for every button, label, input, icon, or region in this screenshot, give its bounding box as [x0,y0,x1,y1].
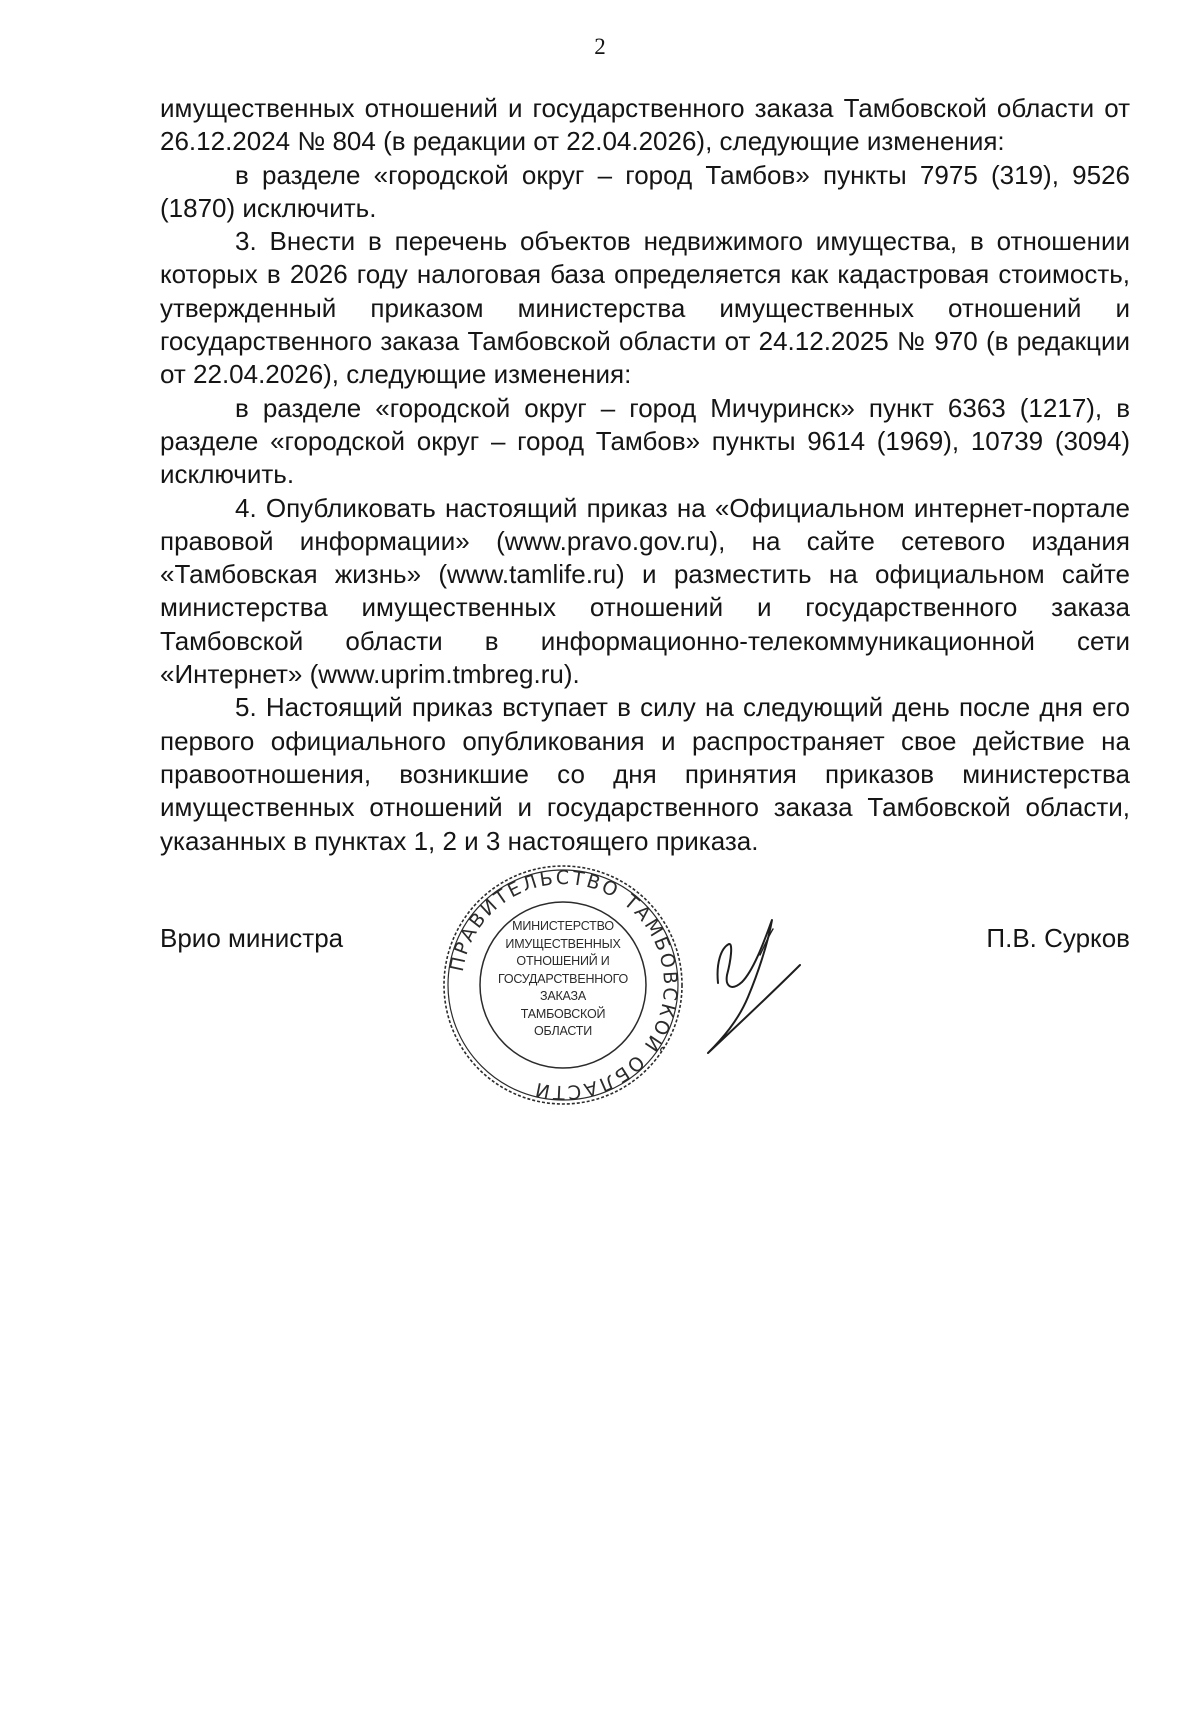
paragraph-item-3: 3. Внести в перечень объектов недвижимого имущества, в отношении которых в 2026 году налоговая база определяется как кадастровая стоимость, утвержденный приказом министерства имущественных отношений и государственного заказа Тамбовской области от 24.12.2025 № 970 (в редакции от 22.04.2026), следующие изменения: [160,226,1130,390]
signatory-position: Врио министра [160,923,344,953]
seal-inner-line: ГОСУДАРСТВЕННОГО [497,971,629,986]
seal-outer-text: ПРАВИТЕЛЬСТВО ТАМБОВСКОЙ ОБЛАСТИ [445,866,682,1104]
seal-inner-line: ИМУЩЕСТВЕННЫХ [505,936,621,951]
seal-inner-line: ОБЛАСТИ [533,1024,593,1038]
seal-inner-line: ЗАКАЗА [539,989,587,1003]
paragraph-item-5: 5. Настоящий приказ вступает в силу на следующий день после дня его первого официального опубликования и распространяет свое действие на правоотношения, возникшие со дня принятия приказов министерства имущественных отношений и государственного заказа Тамбовской области, указанных в пунктах 1, 2 и 3 настоящего приказа. [160,692,1130,856]
official-seal [438,860,688,1110]
seal-inner-line: ТАМБОВСКОЙ [520,1006,606,1021]
signature-block [160,860,1130,1104]
handwritten-signature [700,885,850,1060]
seal-inner-line: ОТНОШЕНИЙ И [516,954,610,968]
page-number: 2 [594,34,606,59]
paragraph-amendment-1: в разделе «городской округ – город Тамбов» пункты 7975 (319), 9526 (1870) исключить. [160,159,1130,223]
seal-inner-text [488,918,638,1041]
paragraph-amendment-2: в разделе «городской округ – город Мичуринск» пункт 6363 (1217), в разделе «городской округ – город Тамбов» пункты 9614 (1969), 10739 (3094) исключить. [160,392,1130,490]
seal-inner-line: МИНИСТЕРСТВО [512,919,614,933]
signatory-name: П.В. Сурков [986,923,1130,953]
document-body [160,92,1130,858]
paragraph-continuation: имущественных отношений и государственного заказа Тамбовской области от 26.12.2024 № 804 (в редакции от 22.04.2026), следующие изменения: [160,93,1130,157]
paragraph-item-4: 4. Опубликовать настоящий приказ на «Официальном интернет-портале правовой информации» (www.pravo.gov.ru), на сайте сетевого издания «Тамбовская жизнь» (www.tamlife.ru) и разместить на официальном сайте министерства имущественных отношений и государственного заказа Тамбовской области в информационно-телекоммуникационной сети «Интернет» (www.uprim.tmbreg.ru). [160,492,1130,690]
